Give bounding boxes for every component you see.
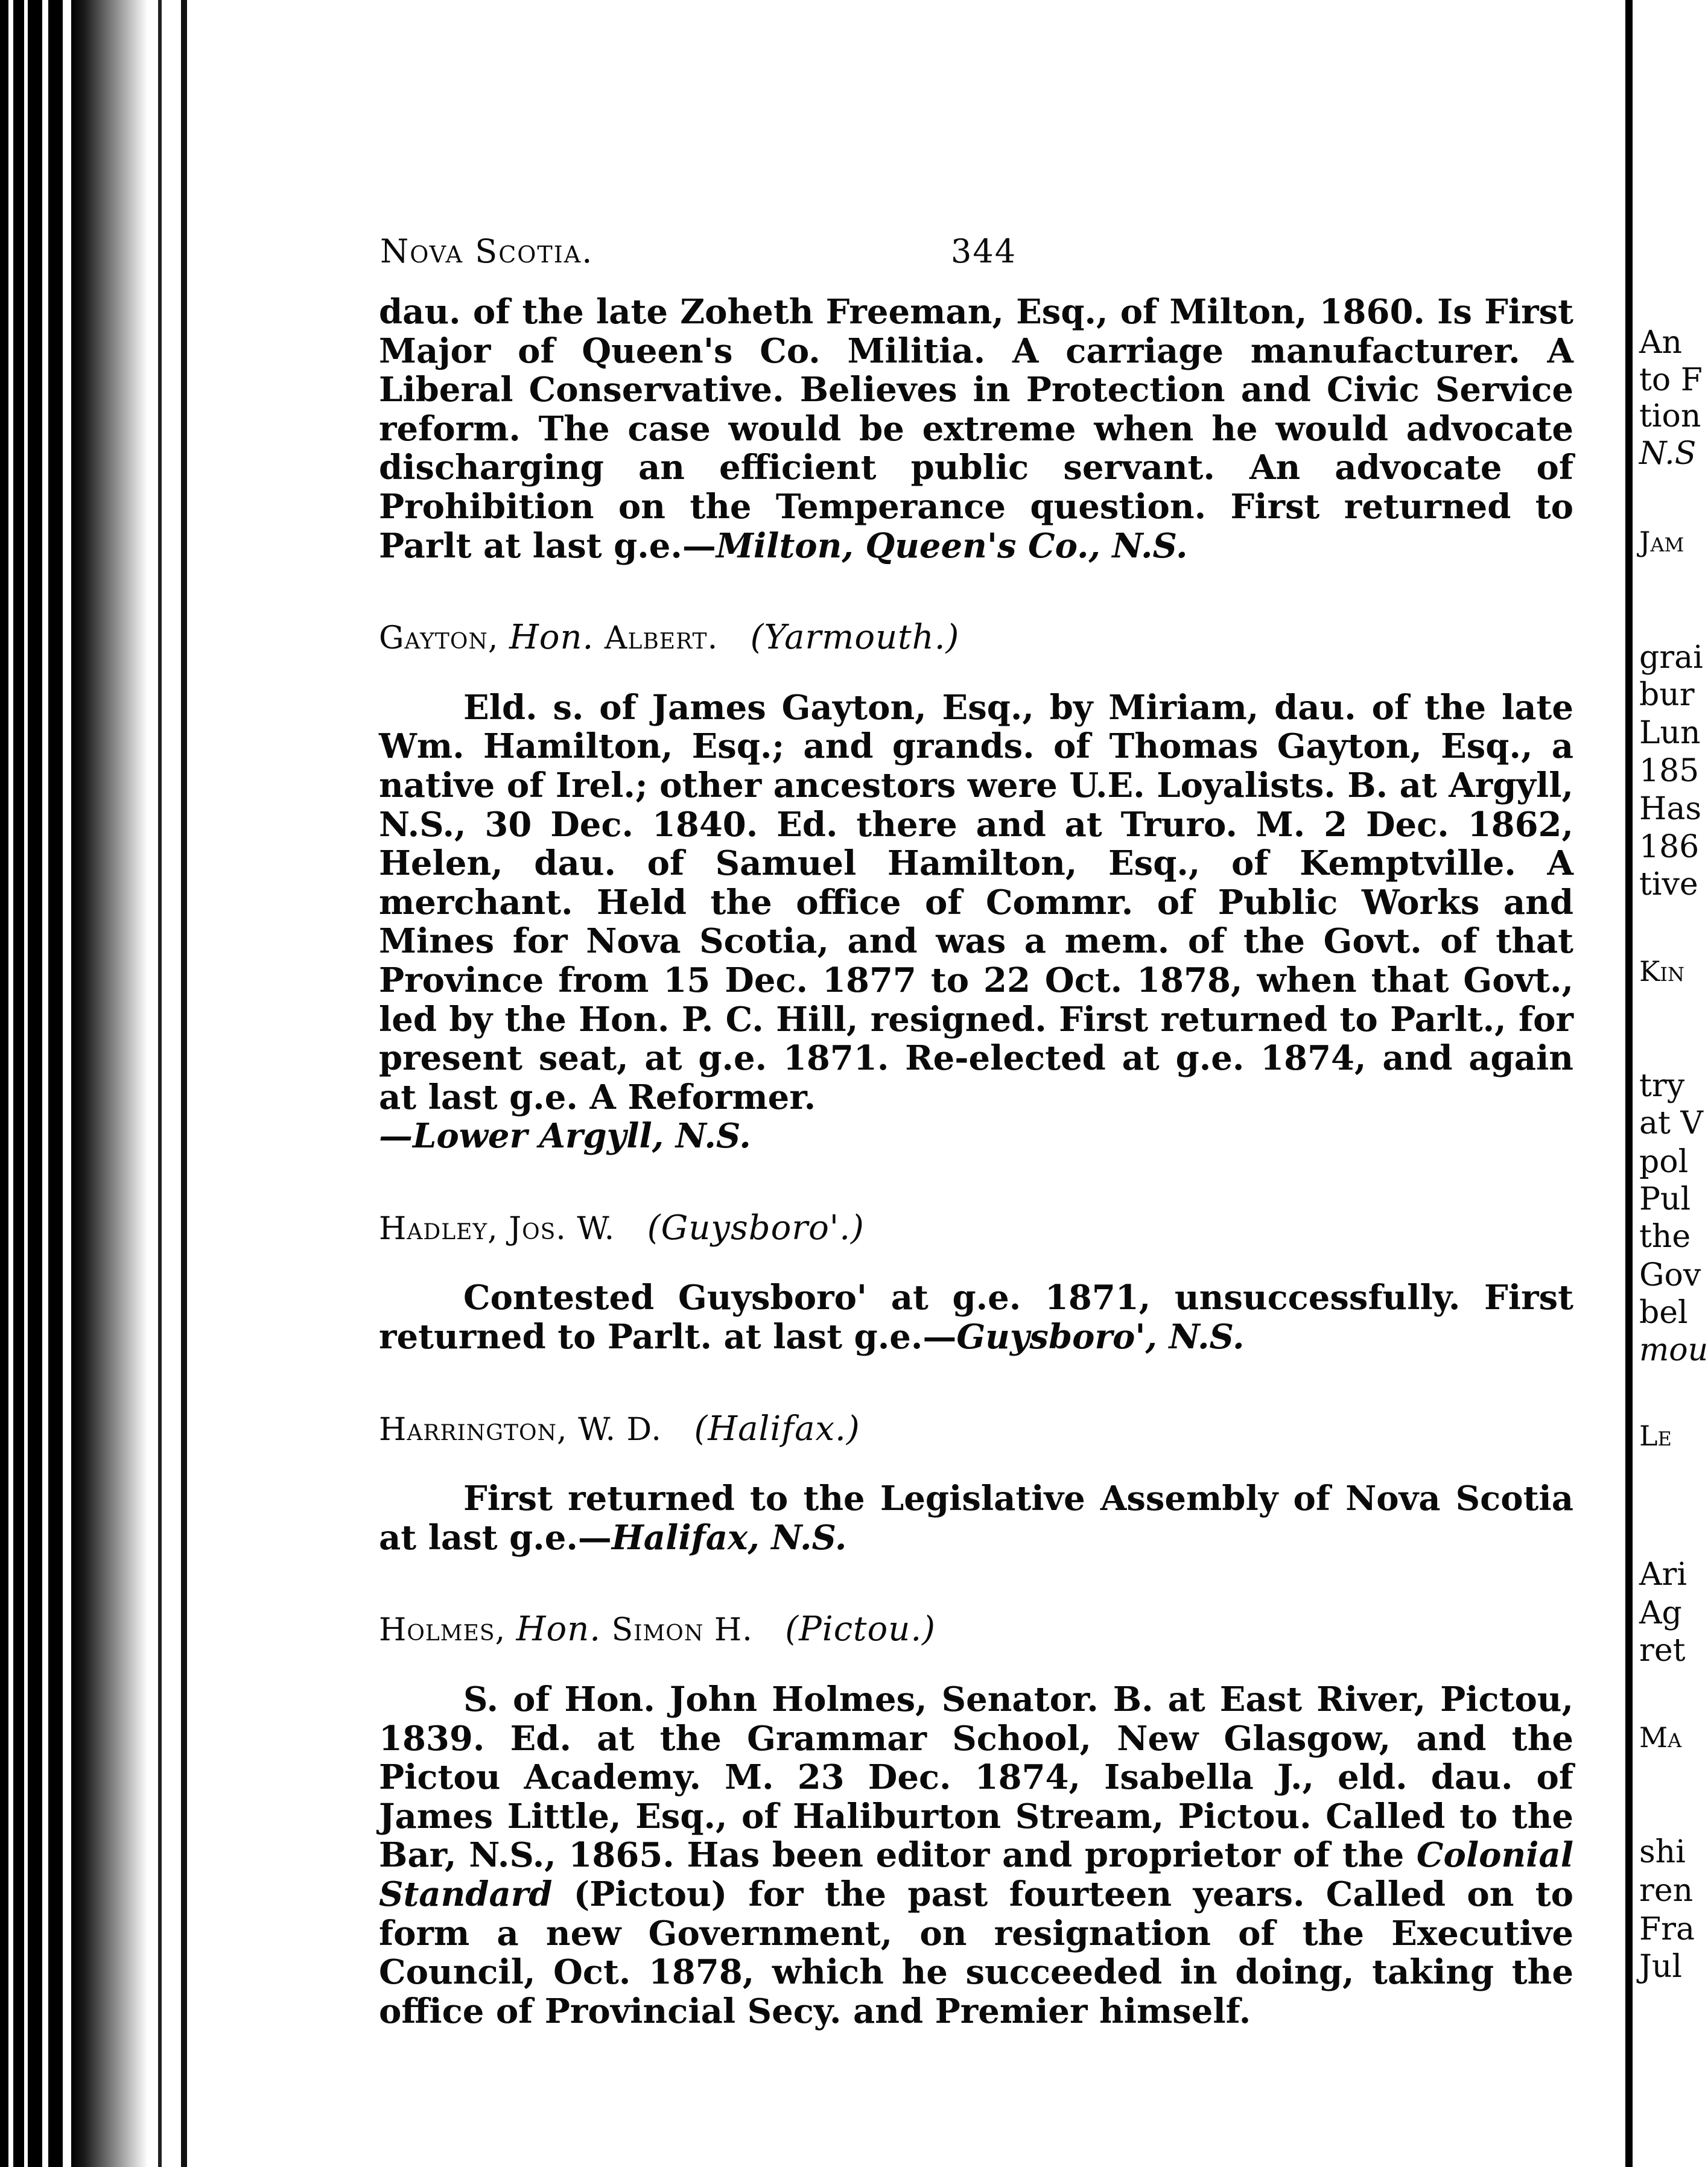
running-head: [379, 232, 1573, 287]
entry-body-text: First returned to the Legislative Assembly of Nova Scotia at last g.e.—: [379, 1479, 1573, 1558]
entry-given-name: W. D.: [578, 1411, 662, 1448]
entry-honorific: Hon.: [509, 618, 594, 658]
gutter-edge-line: [158, 0, 162, 2167]
fragment-text: tion: [1639, 398, 1701, 434]
fragment-text: Has: [1639, 791, 1702, 827]
fragment-text: grai: [1639, 639, 1703, 676]
entry-surname: Gayton,: [379, 620, 499, 657]
continued-entry-paragraph: [379, 293, 1573, 565]
fragment-text: Ari: [1639, 1556, 1687, 1593]
running-head-title: Nova Scotia.: [380, 232, 594, 270]
fragment-text: bel: [1639, 1295, 1688, 1331]
gutter-shadow: [71, 0, 199, 2167]
fragment-text: the: [1639, 1219, 1691, 1255]
fragment-text: try: [1639, 1068, 1685, 1104]
entry-body-text: (Pictou) for the past fourteen years. Called on to form a new Government, on resignation of the Executive Council, Oct. 1878, which he succeeded in doing, taking the office of Provincial Secy. and Premier himself.: [379, 1874, 1573, 2031]
fragment-text: 186: [1639, 829, 1700, 865]
fragment-text: shi: [1639, 1834, 1686, 1870]
entry-body-text: S. of Hon. John Holmes, Senator. B. at East River, Pictou, 1839. Ed. at the Grammar School, New Glasgow, and the Pictou Academy. M. 23 Dec. 1874, Isabella J., eld. dau. of James Little, Esq., of Haliburton Stream, Pictou. Called to the Bar, N.S., 1865. Has been editor and proprietor of the: [379, 1680, 1573, 1876]
entry-heading: [379, 1610, 1573, 1650]
page-text-column: [379, 232, 1573, 2031]
entry-surname: Harrington,: [379, 1411, 568, 1448]
fragment-text: ret: [1639, 1632, 1686, 1669]
fragment-text: N.S: [1639, 436, 1697, 472]
fragment-text: to F: [1639, 362, 1703, 398]
fragment-text: Jul: [1639, 1949, 1682, 1985]
fragment-text: Ma: [1639, 1721, 1682, 1754]
entry-district: (Guysboro'.): [647, 1208, 865, 1248]
entry-address: Guysboro', N.S.: [956, 1317, 1245, 1357]
fragment-text: bur: [1639, 677, 1695, 713]
fragment-text: 185: [1639, 753, 1700, 789]
paragraph-text: dau. of the late Zoheth Freeman, Esq., of Milton, 1860. Is First Major of Queen's Co. Militia. A carriage manufacturer. A Liberal Conservative. Believes in Protection and Civic Service reform. The case would be extreme when he would advocate discharging an efficient public servant. An advocate of Prohibition on the Temperance question. First returned to Parlt at last g.e.—: [379, 292, 1573, 566]
entry-body: [379, 688, 1573, 1156]
entry-district: (Halifax.): [694, 1409, 860, 1448]
fragment-text: Pul: [1639, 1181, 1691, 1217]
entry-given-name: Albert.: [604, 620, 719, 657]
fragment-text: Kin: [1639, 955, 1685, 988]
entry-surname: Hadley,: [379, 1210, 498, 1247]
newspaper-title: Colonial Standard: [379, 1835, 1573, 1914]
fragment-text: Ag: [1639, 1595, 1682, 1631]
entry-district: (Pictou.): [785, 1610, 936, 1649]
entry-surname: Holmes,: [379, 1612, 506, 1649]
entry-heading: [379, 618, 1573, 658]
fragment-text: Le: [1639, 1420, 1672, 1452]
facing-page-fragment: [1632, 0, 1708, 2167]
entry-heading: [379, 1209, 1573, 1249]
fragment-text: Lun: [1639, 715, 1701, 751]
entry-body: [379, 1680, 1573, 2031]
entry-body: [379, 1278, 1573, 1356]
fragment-text: tive: [1639, 866, 1698, 903]
fragment-text: Jam: [1639, 525, 1684, 558]
fragment-text: at V: [1639, 1105, 1703, 1141]
fragment-text: Fra: [1639, 1911, 1695, 1947]
entry-heading: [379, 1410, 1573, 1450]
fragment-text: pol: [1639, 1144, 1689, 1180]
entry-honorific: Hon.: [516, 1610, 602, 1649]
entry-address: Halifax, N.S.: [611, 1517, 847, 1558]
entry-given-name: Jos. W.: [509, 1210, 615, 1247]
entry-given-name: Simon H.: [611, 1612, 753, 1649]
entry-address: —Lower Argyll, N.S.: [379, 1116, 751, 1156]
entry-address: Milton, Queen's Co., N.S.: [716, 525, 1188, 566]
page-number: 344: [951, 232, 1017, 270]
entry-body: [379, 1479, 1573, 1557]
entry-body-text: Contested Guysboro' at g.e. 1871, unsuccessfully. First returned to Parlt. at last g.e.—: [379, 1278, 1573, 1357]
entry-district: (Yarmouth.): [750, 618, 960, 658]
fragment-text: Gov: [1639, 1257, 1701, 1293]
gutter-edge-line: [181, 0, 187, 2167]
fragment-text: An: [1639, 325, 1683, 361]
fragment-text: ren: [1639, 1873, 1694, 1909]
entry-body-text: Eld. s. of James Gayton, Esq., by Miriam, dau. of the late Wm. Hamilton, Esq.; and grands. of Thomas Gayton, Esq., a native of Irel.; other ancestors were U.E. Loyalists. B. at Argyll, N.S., 30 Dec. 1840. Ed. there and at Truro. M. 2 Dec. 1862, Helen, dau. of Samuel Hamilton, Esq., of Kemptville. A merchant. Held the office of Commr. of Public Works and Mines for Nova Scotia, and was a mem. of the Govt. of that Province from 15 Dec. 1877 to 22 Oct. 1878, when that Govt., led by the Hon. P. C. Hill, resigned. First returned to Parlt., for present seat, at g.e. 1871. Re-elected at g.e. 1874, and again at last g.e. A Reformer.: [379, 687, 1573, 1117]
fragment-text: mou: [1639, 1332, 1708, 1368]
